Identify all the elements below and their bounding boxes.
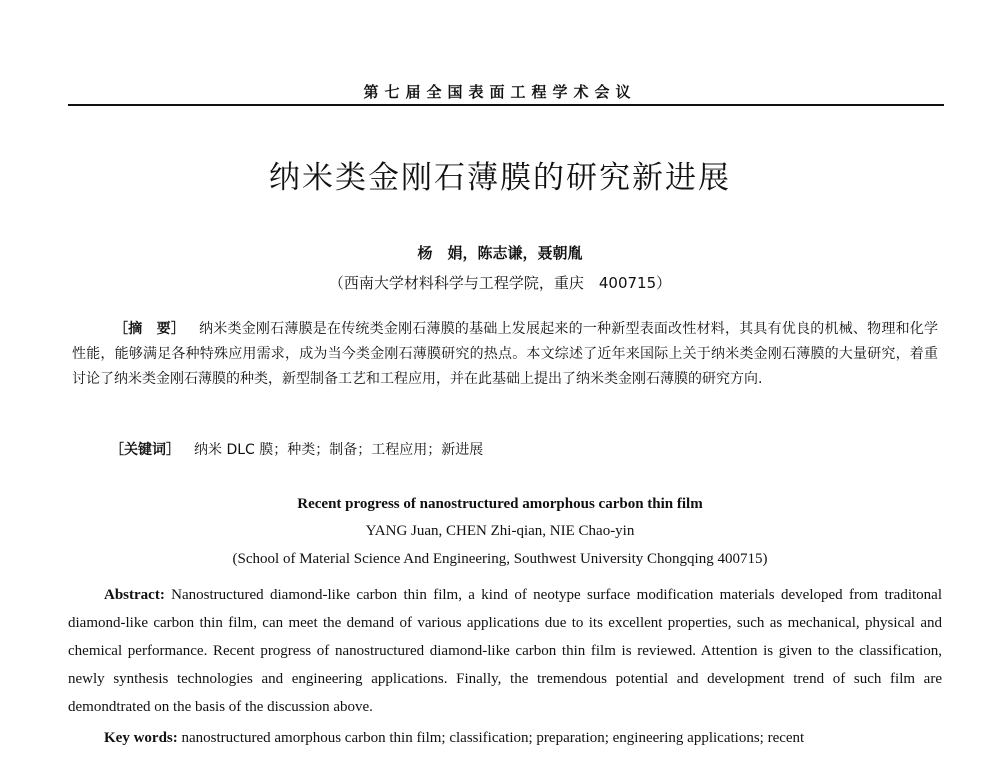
- keywords-cn-text: 纳米 DLC 膜；种类；制备；工程应用；新进展: [194, 442, 484, 458]
- authors-en: YANG Juan, CHEN Zhi-qian, NIE Chao-yin: [365, 523, 635, 539]
- paper-title-cn: 纳米类金刚石薄膜的研究新进展: [269, 160, 731, 196]
- keywords-cn-label: ［关键词］: [110, 442, 180, 458]
- abstract-cn: [72, 317, 938, 392]
- authors-cn: 杨 娟，陈志谦，聂朝胤: [417, 244, 583, 262]
- abstract-en-text: Nanostructured diamond-like carbon thin film, a kind of neotype surface modification materials developed from traditonal diamond-like carbon thin film, can meet the demand of various applications due to its excellent properties, such as mechanical, physical and chemical performance. Recent progress of nanostructured diamond-like carbon thin film is reviewed. Attention is given to the classification, newly synthesis technologies and engineering applications. Finally, the tremendous potential and development trend of such film are demondtrated on the basis of the discussion above.: [68, 587, 942, 715]
- keywords-en-label: Key words:: [104, 730, 178, 746]
- header-divider: [68, 104, 944, 106]
- affiliation-en: (School of Material Science And Engineering, Southwest University Chongqing 400715): [232, 551, 768, 567]
- abstract-cn-label: ［摘 要］: [114, 321, 186, 337]
- affiliation-cn: （西南大学材料科学与工程学院，重庆 400715）: [328, 274, 672, 292]
- paper-title-en: Recent progress of nanostructured amorphous carbon thin film: [297, 496, 703, 512]
- abstract-en-label: Abstract:: [104, 587, 165, 603]
- keywords-en: [104, 730, 944, 747]
- running-header: 第七届全国表面工程学术会议: [363, 83, 637, 101]
- abstract-cn-text: 纳米类金刚石薄膜是在传统类金刚石薄膜的基础上发展起来的一种新型表面改性材料，其具有优良的机械、物理和化学性能，能够满足各种特殊应用需求，成为当今类金刚石薄膜研究的热点。本文综述了近年来国际上关于纳米类金刚石薄膜的大量研究，着重讨论了纳米类金刚石薄膜的种类，新型制备工艺和工程应用，并在此基础上提出了纳米类金刚石薄膜的研究方向.: [72, 321, 939, 387]
- keywords-en-text: nanostructured amorphous carbon thin film; classification; preparation; engineering applications; recent: [177, 730, 805, 746]
- keywords-cn: [110, 439, 940, 459]
- abstract-en: [68, 581, 942, 721]
